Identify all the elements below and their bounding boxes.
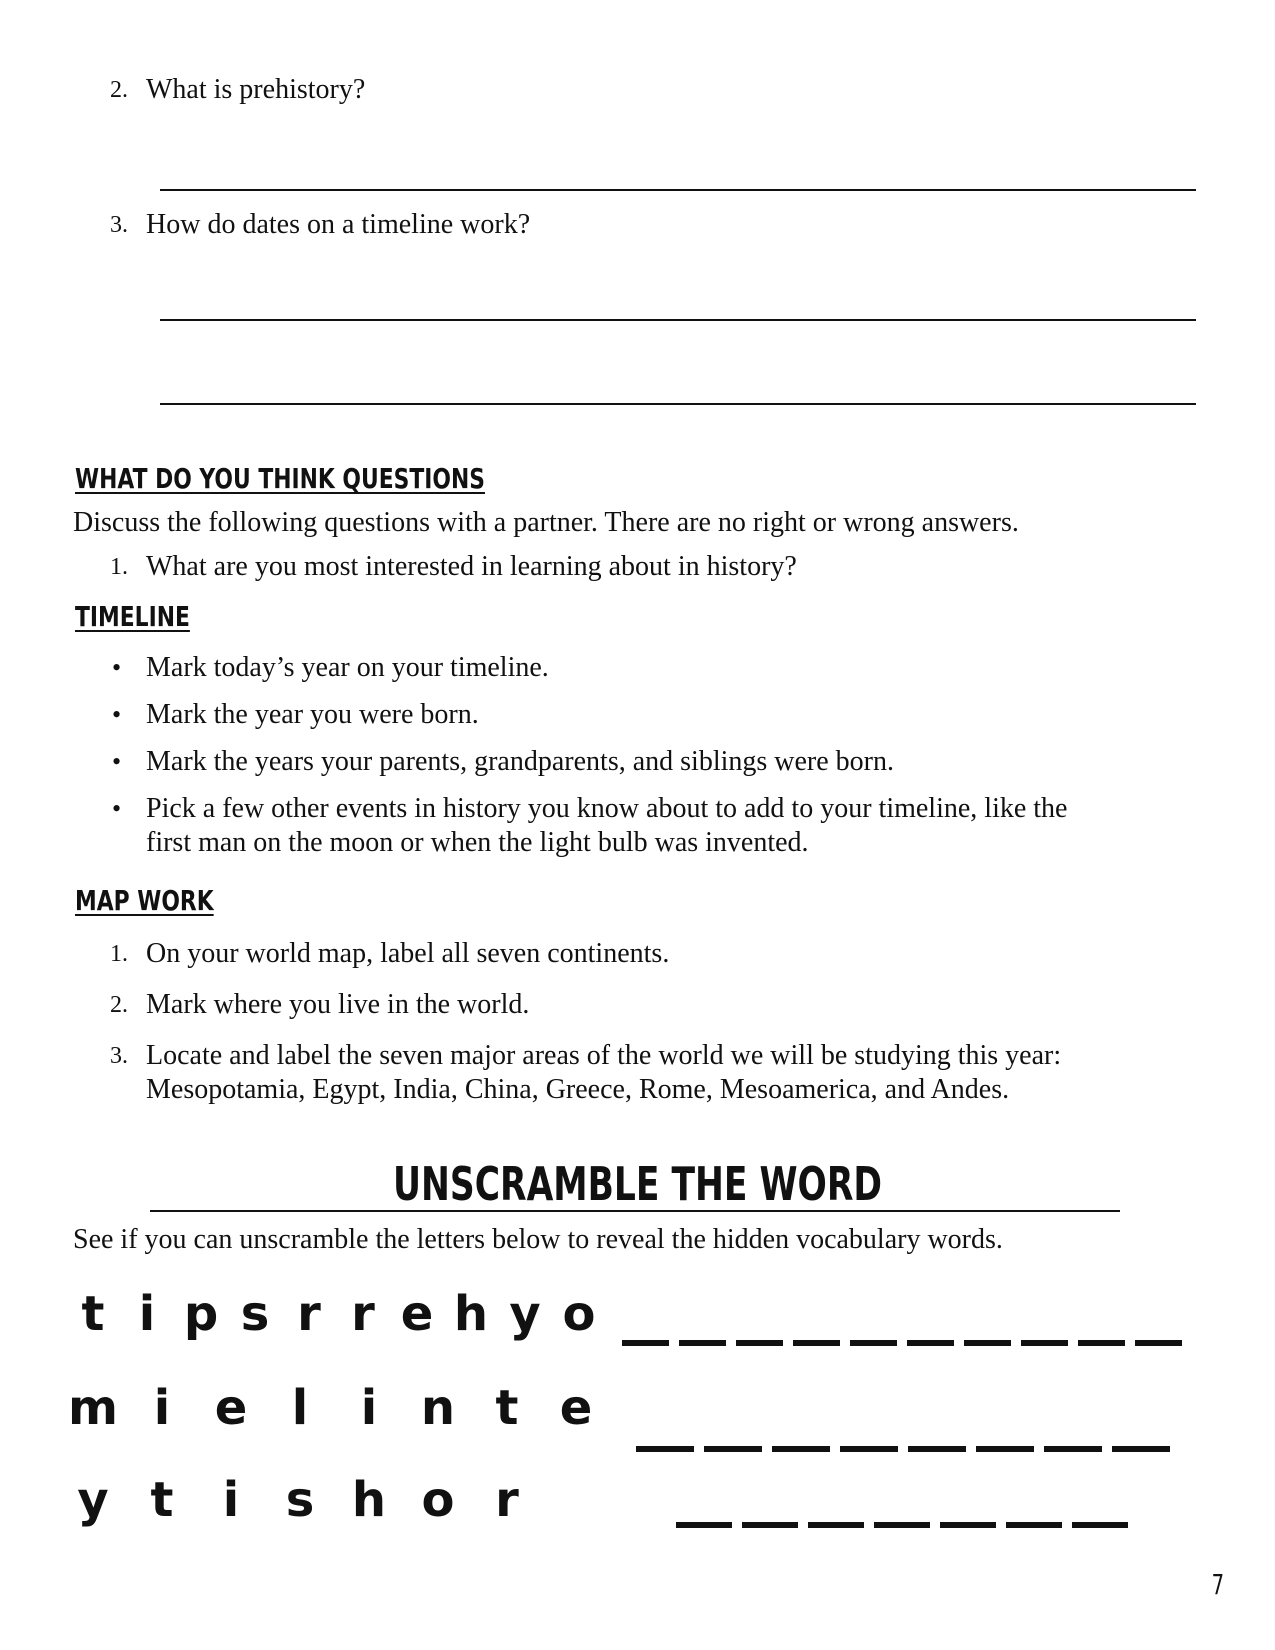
letter-blank[interactable]	[1072, 1522, 1128, 1528]
scrambled-letter: i	[222, 1472, 240, 1528]
letter-blank[interactable]	[704, 1446, 762, 1452]
answer-line[interactable]	[160, 403, 1196, 405]
list-item: Mark the years your parents, grandparents, and siblings were born.	[146, 746, 895, 777]
question-number: 2.	[110, 77, 128, 103]
letter-blank[interactable]	[874, 1522, 930, 1528]
scrambled-letter: r	[297, 1286, 321, 1342]
letter-blank[interactable]	[907, 1340, 954, 1346]
scrambled-letter: n	[420, 1380, 456, 1436]
scrambled-letter: t	[81, 1286, 105, 1342]
scrambled-letter: o	[421, 1472, 455, 1528]
list-item-continuation: first man on the moon or when the light bulb was invented.	[146, 827, 809, 858]
scrambled-letter: e	[400, 1286, 434, 1342]
scrambled-letter: r	[351, 1286, 375, 1342]
letter-blank[interactable]	[793, 1340, 840, 1346]
scrambled-letter: t	[495, 1380, 519, 1436]
list-item: Mark today’s year on your timeline.	[146, 652, 549, 683]
letter-blank[interactable]	[676, 1522, 732, 1528]
unscramble-intro: See if you can unscramble the letters below to reveal the hidden vocabulary words.	[73, 1224, 1003, 1255]
bullet: •	[112, 653, 122, 682]
scrambled-letter: o	[562, 1286, 596, 1342]
list-item: Mark the year you were born.	[146, 699, 479, 730]
scrambled-letter: e	[559, 1380, 593, 1436]
scrambled-letter: r	[495, 1472, 519, 1528]
scrambled-letter: h	[453, 1286, 489, 1342]
question-text: What are you most interested in learning about in history?	[146, 551, 797, 582]
scrambled-letter: y	[509, 1286, 541, 1342]
question-number: 1.	[110, 554, 128, 580]
list-item: Mark where you live in the world.	[146, 989, 530, 1020]
unscramble-title: UNSCRAMBLE THE WORD	[392, 1157, 883, 1211]
letter-blank[interactable]	[1112, 1446, 1170, 1452]
scrambled-letter: t	[150, 1472, 174, 1528]
scrambled-letter: l	[291, 1380, 309, 1436]
list-item-continuation: Mesopotamia, Egypt, India, China, Greece, Rome, Mesoamerica, and Andes.	[146, 1074, 1010, 1105]
scrambled-letter: i	[360, 1380, 378, 1436]
letter-blank[interactable]	[1006, 1522, 1062, 1528]
letter-blank[interactable]	[808, 1522, 864, 1528]
letter-blank[interactable]	[679, 1340, 726, 1346]
scrambled-letter: s	[285, 1472, 315, 1528]
section-intro: Discuss the following questions with a partner. There are no right or wrong answers.	[73, 507, 1019, 538]
question-number: 3.	[110, 1043, 128, 1069]
question-text: How do dates on a timeline work?	[146, 209, 531, 240]
bullet: •	[112, 700, 122, 729]
title-rule	[150, 1210, 1120, 1212]
bullet: •	[112, 747, 122, 776]
letter-blank[interactable]	[964, 1340, 1011, 1346]
letter-blank[interactable]	[636, 1446, 694, 1452]
answer-line[interactable]	[160, 189, 1196, 191]
letter-blank[interactable]	[976, 1446, 1034, 1452]
scrambled-letter: m	[68, 1380, 119, 1436]
scrambled-letter: e	[214, 1380, 248, 1436]
letter-blank[interactable]	[940, 1522, 996, 1528]
question-text: What is prehistory?	[146, 74, 366, 105]
section-heading-map-work: MAP WORK	[75, 884, 214, 917]
scrambled-letter: i	[138, 1286, 156, 1342]
letter-blank[interactable]	[1021, 1340, 1068, 1346]
list-item: Locate and label the seven major areas of the world we will be studying this year:	[146, 1040, 1062, 1071]
question-number: 1.	[110, 941, 128, 967]
list-item: Pick a few other events in history you know about to add to your timeline, like the	[146, 793, 1068, 824]
answer-line[interactable]	[160, 319, 1196, 321]
scrambled-letter: s	[240, 1286, 270, 1342]
letter-blank[interactable]	[840, 1446, 898, 1452]
scrambled-letter: i	[153, 1380, 171, 1436]
scrambled-letter: y	[77, 1472, 109, 1528]
section-heading-timeline: TIMELINE	[75, 600, 190, 633]
scrambled-letter: h	[351, 1472, 387, 1528]
letter-blank[interactable]	[622, 1340, 669, 1346]
letter-blank[interactable]	[908, 1446, 966, 1452]
letter-blank[interactable]	[1044, 1446, 1102, 1452]
letter-blank[interactable]	[736, 1340, 783, 1346]
scrambled-letter: p	[183, 1286, 219, 1342]
letter-blank[interactable]	[1135, 1340, 1182, 1346]
letter-blank[interactable]	[742, 1522, 798, 1528]
list-item: On your world map, label all seven continents.	[146, 938, 670, 969]
letter-blank[interactable]	[1078, 1340, 1125, 1346]
letter-blank[interactable]	[850, 1340, 897, 1346]
question-number: 3.	[110, 212, 128, 238]
page-number: 7	[1211, 1568, 1225, 1601]
question-number: 2.	[110, 992, 128, 1018]
letter-blank[interactable]	[772, 1446, 830, 1452]
bullet: •	[112, 794, 122, 823]
section-heading-what-do-you-think: WHAT DO YOU THINK QUESTIONS	[75, 462, 485, 495]
